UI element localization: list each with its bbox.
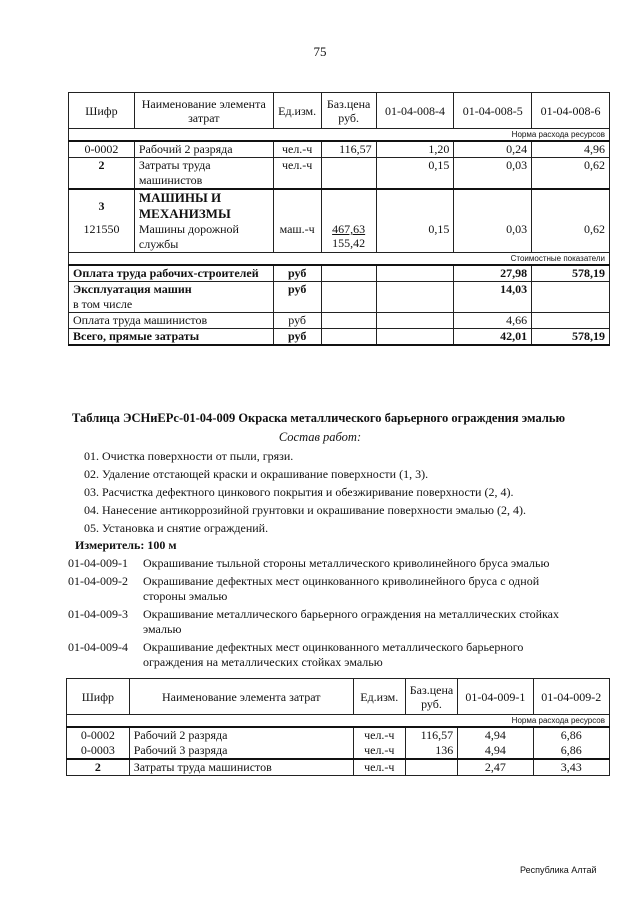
header-cell: Шифр [69, 93, 135, 129]
subheader-cost: Стоимостные показатели [69, 253, 610, 266]
cell-value: 0,62 [532, 158, 610, 190]
table-row [69, 222, 610, 253]
cell-value: 0,03 [454, 158, 532, 190]
cell-value: 1,20 [376, 141, 454, 158]
subheader-norm: Норма расхода ресурсов [69, 129, 610, 142]
table-row [67, 743, 610, 759]
table-row [67, 759, 610, 776]
cell-price-secondary: 155,42 [332, 236, 366, 250]
empty-cell [321, 297, 376, 313]
cell-value [532, 282, 610, 298]
cell-unit: руб [273, 282, 321, 298]
header-cell: 01-04-009-2 [533, 679, 609, 715]
cell-value: 27,98 [454, 265, 532, 282]
cell-unit: маш.-ч [273, 222, 321, 253]
header-cell: Шифр [67, 679, 130, 715]
empty-cell [273, 189, 321, 222]
empty-cell [532, 297, 610, 313]
cell-value: 0,62 [532, 222, 610, 253]
table-subheader-row [69, 129, 610, 142]
cell-value: 0,15 [376, 158, 454, 190]
table-row [69, 158, 610, 190]
work-item: 01. Очистка поверхности от пыли, грязи. [84, 449, 294, 463]
norm-description: Окрашивание металлического барьерного ограждения на металлических стойках эмалью [143, 607, 560, 636]
cell-unit: чел.-ч [353, 743, 405, 759]
cell-name: Оплата труда машинистов [69, 313, 274, 329]
norm-code: 01-04-009-4 [68, 640, 128, 654]
cell-code: 0-0003 [67, 743, 130, 759]
cell-name: МАШИНЫ И МЕХАНИЗМЫ [134, 189, 273, 222]
header-cell: 01-04-008-5 [454, 93, 532, 129]
norm-code: 01-04-009-2 [68, 574, 128, 588]
cell-name: Машины дорожной службы [134, 222, 273, 253]
norm-description: Окрашивание тыльной стороны металлического криволинейного бруса эмалью [143, 556, 550, 570]
empty-cell [321, 282, 376, 298]
cell-value: 4,66 [454, 313, 532, 329]
empty-cell [376, 189, 454, 222]
resource-table-008 [68, 92, 610, 346]
cell-price [405, 759, 457, 776]
empty-cell [532, 189, 610, 222]
norm-description: Окрашивание дефектных мест оцинкованного металлического барьерного ограждения на металлических стойках эмалью [143, 640, 524, 669]
cell-value: 0,24 [454, 141, 532, 158]
header-cell: Баз.цена руб. [405, 679, 457, 715]
cell-unit: руб [273, 313, 321, 329]
cell-price: 136 [405, 743, 457, 759]
cell-code: 0-0002 [67, 727, 130, 743]
cell-unit: руб [273, 265, 321, 282]
cell-value: 578,19 [532, 265, 610, 282]
cell-value: 4,96 [532, 141, 610, 158]
empty-cell [321, 313, 376, 329]
table-row [69, 329, 610, 346]
work-composition-heading: Состав работ: [278, 430, 362, 444]
cell-name: Рабочий 2 разряда [129, 727, 353, 743]
cell-unit: чел.-ч [353, 727, 405, 743]
cell-value [532, 313, 610, 329]
empty-cell [321, 329, 376, 346]
empty-cell [376, 313, 454, 329]
cell-value: 14,03 [454, 282, 532, 298]
cell-unit: чел.-ч [273, 141, 321, 158]
cell-code: 2 [67, 759, 130, 776]
table-subheader-row [67, 715, 610, 728]
norm-description: Окрашивание дефектных мест оцинкованного криволинейного бруса с одной стороны эмалью [143, 574, 540, 603]
page-number: 75 [313, 44, 327, 59]
cell-unit: чел.-ч [353, 759, 405, 776]
header-cell: Ед.изм. [353, 679, 405, 715]
empty-cell [454, 189, 532, 222]
cell-name: Оплата труда рабочих-строителей [69, 265, 274, 282]
empty-cell [321, 265, 376, 282]
norm-code: 01-04-009-1 [68, 556, 128, 570]
section-title: Таблица ЭСНиЕРс-01-04-009 Окраска металлического барьерного ограждения эмалью [72, 411, 566, 425]
subheader-norm: Норма расхода ресурсов [67, 715, 610, 728]
header-cell: 01-04-009-1 [458, 679, 533, 715]
empty-cell [376, 329, 454, 346]
work-item: 03. Расчистка дефектного цинкового покрытия и обезжиривание поверхности (2, 4). [84, 485, 514, 499]
empty-cell [376, 297, 454, 313]
empty-cell [273, 297, 321, 313]
cell-value: 0,03 [454, 222, 532, 253]
table-row [69, 189, 610, 222]
cell-name: Затраты труда машинистов [129, 759, 353, 776]
cell-price [321, 158, 376, 190]
cell-name: Рабочий 2 разряда [134, 141, 273, 158]
work-item: 04. Нанесение антикоррозийной грунтовки и окрашивание поверхности эмалью (2, 4). [84, 503, 526, 517]
table-row [69, 313, 610, 329]
cell-name: Затраты труда машинистов [134, 158, 273, 190]
cell-value: 6,86 [533, 743, 609, 759]
table-row [69, 297, 610, 313]
cell-unit: руб [273, 329, 321, 346]
header-cell: Баз.цена руб. [321, 93, 376, 129]
table-header-row [67, 679, 610, 715]
cell-value: 4,94 [458, 743, 533, 759]
cell-price: 116,57 [321, 141, 376, 158]
table-row [69, 265, 610, 282]
header-cell: 01-04-008-6 [532, 93, 610, 129]
cell-value: 6,86 [533, 727, 609, 743]
work-item: 02. Удаление отстающей краски и окрашивание поверхности (1, 3). [84, 467, 429, 481]
empty-cell [321, 189, 376, 222]
cell-name: Эксплуатация машин [69, 282, 274, 298]
cell-value: 2,47 [458, 759, 533, 776]
table-subheader-row [69, 253, 610, 266]
work-item: 05. Установка и снятие ограждений. [84, 521, 269, 535]
empty-cell [376, 282, 454, 298]
cell-value: 0,15 [376, 222, 454, 253]
cell-code: 3 [69, 189, 135, 222]
cell-code: 0-0002 [69, 141, 135, 158]
cell-value: 3,43 [533, 759, 609, 776]
cell-name: Рабочий 3 разряда [129, 743, 353, 759]
table-row [69, 282, 610, 298]
resource-table-009 [66, 678, 610, 776]
cell-code: 2 [69, 158, 135, 190]
cell-value: 4,94 [458, 727, 533, 743]
cell-name: в том числе [69, 297, 274, 313]
header-cell: 01-04-008-4 [376, 93, 454, 129]
cell-code: 121550 [69, 222, 135, 253]
empty-cell [454, 297, 532, 313]
table-row [69, 141, 610, 158]
cell-price: 116,57 [405, 727, 457, 743]
footer-region: Республика Алтай [520, 865, 597, 875]
cell-value: 578,19 [532, 329, 610, 346]
norm-code: 01-04-009-3 [68, 607, 128, 621]
cell-price: 467,63 [332, 222, 366, 236]
cell-name: Всего, прямые затраты [69, 329, 274, 346]
table-header-row [69, 93, 610, 129]
empty-cell [376, 265, 454, 282]
header-cell: Наименование элемента затрат [134, 93, 273, 129]
cell-unit: чел.-ч [273, 158, 321, 190]
header-cell: Ед.изм. [273, 93, 321, 129]
cell-value: 42,01 [454, 329, 532, 346]
table-row [67, 727, 610, 743]
header-cell: Наименование элемента затрат [129, 679, 353, 715]
measure-unit: Измеритель: 100 м [75, 538, 177, 552]
